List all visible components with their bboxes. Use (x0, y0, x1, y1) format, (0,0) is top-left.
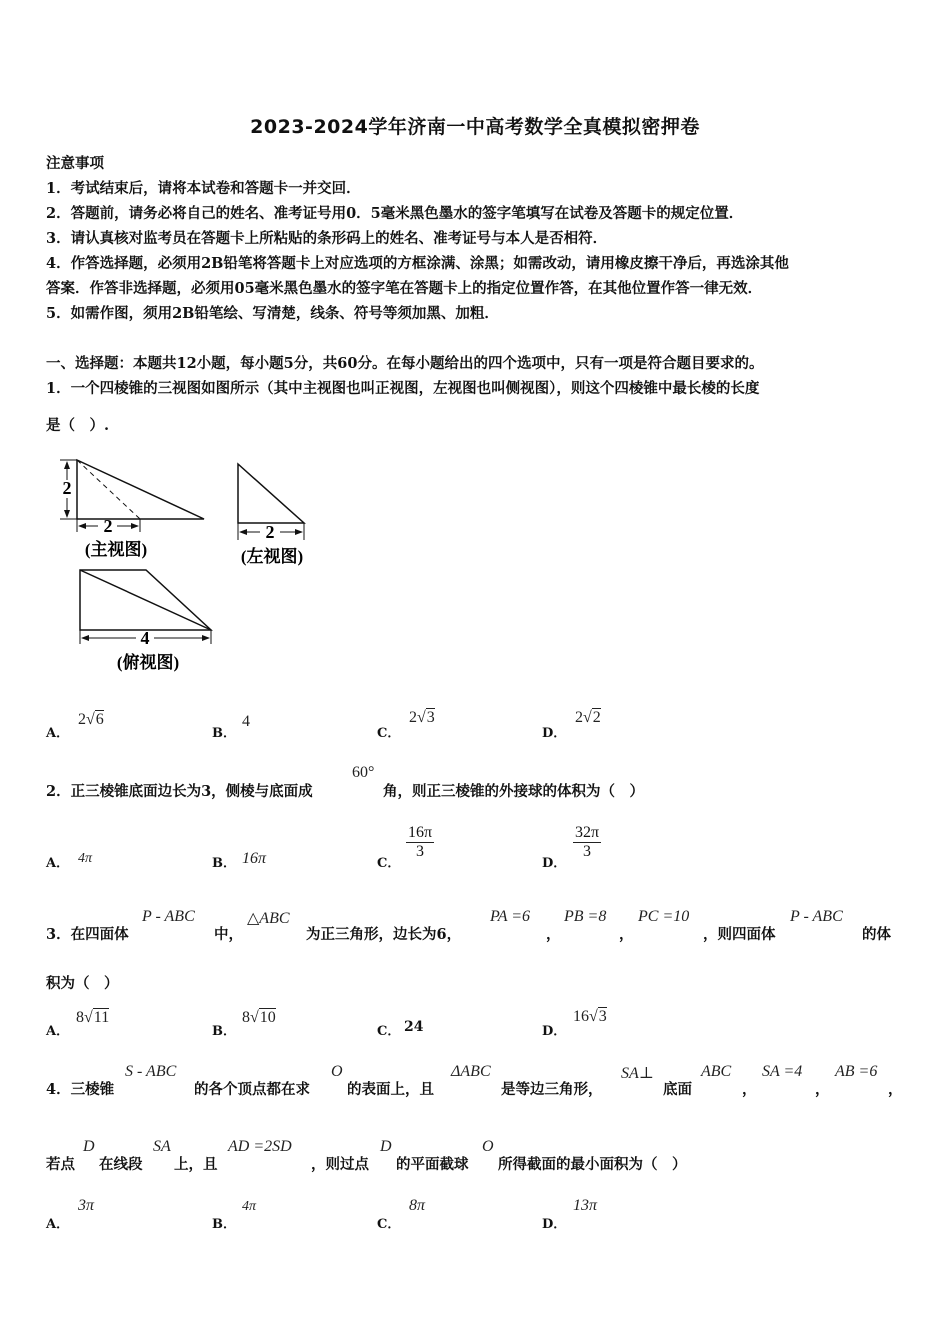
q2-angle: 60° (352, 764, 375, 781)
q3-stem-text: 的体 (862, 926, 891, 943)
q3-stem-text: ， (546, 926, 561, 943)
q4-math: AD =2SD (228, 1138, 292, 1155)
top-caption: (俯视图) (116, 653, 180, 672)
q4-math: S - ABC (125, 1063, 177, 1080)
section-heading: 一、选择题：本题共12小题，每小题5分，共60分。在每小题给出的四个选项中，只有一项是符合题目要求的。 (46, 355, 764, 372)
arrow-head (81, 635, 89, 641)
option-letter: A． (46, 726, 70, 741)
top-view (80, 570, 211, 672)
q2-option-d-fraction: $\frac{32\pi}{3}$ (575, 824, 600, 860)
arrow-head (131, 523, 139, 529)
option-letter: B． (212, 726, 236, 741)
top-width-label: 4 (140, 628, 150, 648)
top-diagonal (80, 570, 211, 630)
q4-math: AB =6 (835, 1063, 878, 1080)
option-letter: C． (377, 726, 401, 741)
q1-option-c-value: 2√3 (409, 709, 435, 726)
q3-option-a-value: 8√11 (76, 1009, 110, 1026)
notice-item: 答案．作答非选择题，必须用05毫米黑色墨水的签字笔在答题卡上的指定位置作答，在其他位置作答一律无效． (46, 280, 763, 297)
q4-stem-text: 若点 (46, 1156, 75, 1173)
q4-stem-text: 的平面截球 (396, 1156, 469, 1173)
notice-item: 2．答题前，请务必将自己的姓名、准考证号用0．5毫米黑色墨水的签字笔填写在试卷及答题卡的规定位置． (46, 205, 744, 222)
q4-stem-text: 上，且 (174, 1156, 218, 1173)
arrow-head (202, 635, 210, 641)
option-letter: C． (377, 1024, 401, 1039)
q4-math: SA =4 (762, 1063, 803, 1080)
arrow-head (64, 510, 70, 518)
option-letter: D． (542, 856, 567, 871)
q4-stem-text: 所得截面的最小面积为（ ） (498, 1156, 687, 1173)
q4-stem-text: 的表面上，且 (347, 1081, 434, 1098)
q3-stem-text: ， (619, 926, 634, 943)
q3-stem-line2: 积为（ ） (46, 975, 119, 992)
option-letter: A． (46, 1217, 70, 1232)
q4-stem-text: ， (742, 1081, 757, 1098)
q3-math: P - ABC (790, 908, 843, 925)
front-caption: (主视图) (84, 540, 148, 559)
option-letter: C． (377, 1217, 401, 1232)
q4-stem-text: 底面 (663, 1081, 692, 1098)
q3-stem-text: 中， (214, 926, 243, 943)
q4-stem-text: 是等边三角形， (501, 1081, 603, 1098)
option-letter: A． (46, 856, 70, 871)
q4-stem-text: ， (815, 1081, 830, 1098)
front-width-label: 2 (103, 516, 113, 536)
q3-option-b-value: 8√10 (242, 1009, 276, 1026)
q4-stem-text: ， (888, 1081, 903, 1098)
q3-math: PB =8 (564, 908, 607, 925)
notice-item: 5．如需作图，须用2B铅笔绘、写清楚，线条、符号等须加黑、加粗． (46, 305, 499, 322)
arrow-head (239, 529, 247, 535)
q4-math: O (482, 1138, 494, 1155)
left-view (238, 464, 304, 566)
option-letter: A． (46, 1024, 70, 1039)
q1-option-a-value: 2√6 (78, 711, 104, 728)
q4-stem-text: 的各个顶点都在求 (194, 1081, 310, 1098)
notice-item: 4．作答选择题，必须用2B铅笔将答题卡上对应选项的方框涂满、涂黑；如需改动，请用橡皮擦干净后，再选涂其他 (46, 255, 789, 272)
q3-stem-text: 3．在四面体 (46, 926, 129, 943)
q4-option-d-value: 13π (573, 1197, 598, 1214)
q4-math: D (380, 1138, 392, 1155)
q1-three-view-figure (50, 450, 320, 680)
q2-stem-prefix: 2．正三棱锥底面边长为3，侧棱与底面成 (46, 783, 313, 800)
front-hidden-edge (77, 460, 140, 519)
q3-option-d-value: 16√3 (573, 1008, 607, 1025)
front-triangle (77, 460, 204, 519)
option-letter: B． (212, 856, 236, 871)
option-letter: D． (542, 726, 567, 741)
arrow-head (78, 523, 86, 529)
q3-math: PA =6 (490, 908, 530, 925)
q4-math: D (83, 1138, 95, 1155)
left-width-label: 2 (265, 522, 275, 542)
front-view (60, 460, 204, 559)
q3-stem-text: ，则四面体 (703, 926, 776, 943)
q1-option-d-value: 2√2 (575, 709, 601, 726)
notice-item: 3．请认真核对监考员在答题卡上所粘贴的条形码上的姓名、准考证号与本人是否相符． (46, 230, 608, 247)
arrow-head (295, 529, 303, 535)
q2-stem-suffix: 角，则正三棱锥的外接球的体积为（ ） (383, 783, 644, 800)
q1-option-b-value: 4 (242, 713, 250, 730)
option-letter: C． (377, 856, 401, 871)
q4-option-b-value: 4π (242, 1199, 257, 1214)
option-letter: D． (542, 1024, 567, 1039)
q4-math: ΔABC (451, 1063, 491, 1080)
option-letter: B． (212, 1024, 236, 1039)
notice-heading: 注意事项 (46, 155, 104, 172)
left-triangle (238, 464, 304, 523)
q4-math: O (331, 1063, 343, 1080)
q3-stem-text: 为正三角形，边长为6， (306, 926, 462, 943)
arrow-head (64, 461, 70, 469)
q2-option-b-value: 16π (242, 850, 267, 867)
q2-option-a-value: 4π (78, 851, 93, 866)
q4-math: SA (153, 1138, 171, 1155)
q3-math: P - ABC (142, 908, 195, 925)
q3-option-c-value: 24 (404, 1019, 424, 1035)
q3-math: △ABC (247, 910, 290, 927)
q4-option-c-value: 8π (409, 1197, 426, 1214)
page-title: 2023-2024学年济南一中高考数学全真模拟密押卷 (250, 116, 700, 138)
option-letter: D． (542, 1217, 567, 1232)
q4-math: SA⊥ (621, 1065, 654, 1082)
q2-option-c-fraction: $\frac{16\pi}{3}$ (408, 824, 433, 860)
front-height-label: 2 (62, 478, 72, 498)
notice-item: 1．考试结束后，请将本试卷和答题卡一并交回． (46, 180, 361, 197)
q4-math: ABC (701, 1063, 732, 1080)
option-letter: B． (212, 1217, 236, 1232)
q1-stem-line2: 是（ ）. (46, 417, 110, 434)
q4-stem-text: ，则过点 (311, 1156, 369, 1173)
q4-option-a-value: 3π (78, 1197, 95, 1214)
q4-stem-text: 4．三棱锥 (46, 1081, 115, 1098)
q1-stem-line1: 1．一个四棱锥的三视图如图所示（其中主视图也叫正视图，左视图也叫侧视图），则这个四棱锥中最长棱的长度 (46, 380, 760, 397)
q4-stem-text: 在线段 (99, 1156, 143, 1173)
q3-math: PC =10 (638, 908, 690, 925)
left-caption: (左视图) (240, 547, 304, 566)
